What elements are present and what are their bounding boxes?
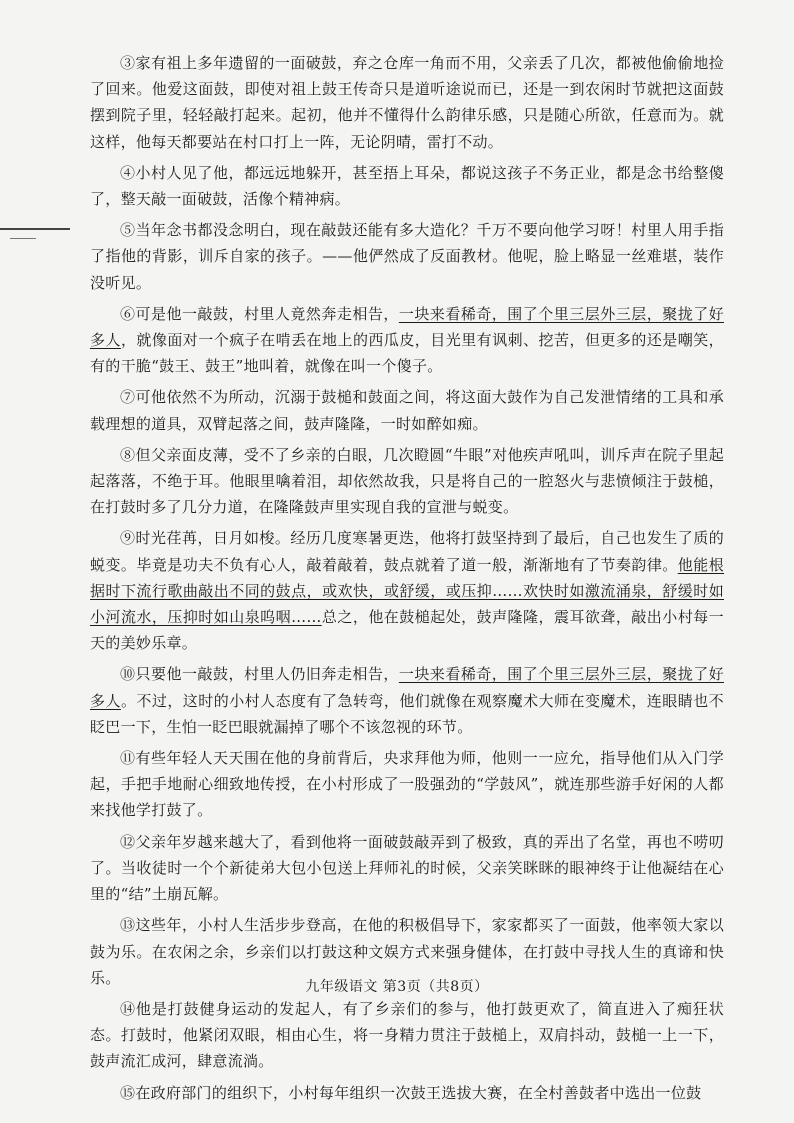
paragraph-text: 。不过，这时的小村人态度有了急转弯，他们就像在观察魔术大师在变魔术，连眼睛也不眨巴一下，生怕一眨巴眼就漏掉了哪个不该忽视的环节。 (90, 691, 724, 736)
paragraph-number: ⑤ (120, 221, 136, 240)
margin-mark-small (10, 238, 36, 239)
paragraph-text: 在政府部门的组织下，小村每年组织一次鼓王选拔大赛，在全村善鼓者中选出一位鼓 (135, 1083, 702, 1102)
paragraph (90, 829, 724, 908)
paragraph-number: ⑨ (120, 529, 136, 548)
paragraph-number: ⑧ (120, 445, 136, 464)
paragraph-text: 时光荏苒，日月如梭。经历几度寒暑更迭，他将打鼓坚持到了最后，自己也发生了质的蜕变。毕竟是功夫不负有心人，敲着敲着，鼓点就着了道一般，渐渐地有了节奏韵律。 (90, 529, 724, 574)
paragraph (90, 525, 724, 656)
paragraph-number: ⑦ (120, 388, 136, 407)
paragraph-number: ④ (120, 163, 136, 182)
paragraph-text: 可他依然不为所动，沉溺于鼓槌和鼓面之间，将这面大鼓作为自己发泄情绪的工具和承载理想的道具，双臂起落之间，鼓声隆隆，一时如醉如痴。 (90, 388, 724, 433)
article-body (90, 50, 724, 1111)
paragraph-text: 他是打鼓健身运动的发起人，有了乡亲们的参与，他打鼓更欢了，简直进入了痴狂状态。打鼓时，他紧闭双眼，相由心生，将一身精力贯注于鼓槌上，双肩抖动，鼓槌一上一下，鼓声流汇成河，肆意流淌。 (90, 999, 724, 1071)
paragraph-text: 这些年，小村人生活步步登高，在他的积极倡导下，家家都买了一面鼓，他率领大家以鼓为乐。在农闲之余，乡亲们以打鼓这种文娱方式来强身健体，在打鼓中寻找人生的真谛和快乐。 (90, 916, 724, 987)
underlined-sentence: 一块来看稀奇，围了个里三层外三层，聚拢了好多人 (90, 665, 724, 710)
paragraph-text: 家有祖上多年遗留的一面破鼓，弃之仓库一角而不用，父亲丢了几次，都被他偷偷地捡了回来。他爱这面鼓，即使对祖上鼓王传奇只是道听途说而已，还是一到农闲时节就把这面鼓摆到院子里，轻轻敲打起来。起初，他并不懂得什么韵律乐感，只是随心所欲，任意而为。就这样，他每天都要站在村口打上一阵，无论阴晴，雷打不动。 (90, 54, 724, 151)
paragraph (90, 301, 724, 380)
paragraph-number: ⑥ (120, 304, 136, 323)
paragraph-text: 有些年轻人天天围在他的身前背后，央求拜他为师，他则一一应允，指导他们从入门学起，手把手地耐心细致地传授，在小村形成了一股强劲的“学鼓风”，就连那些游手好闲的人都来找他学打鼓了。 (90, 749, 724, 820)
paragraph-text: ，就像面对一个疯子在啃丢在地上的西瓜皮，目光里有讽刺、挖苦，但更多的还是嘲笑，有的干脆“鼓王、鼓王”地叫着，就像在叫一个傻子。 (90, 331, 724, 376)
paragraph (90, 160, 724, 212)
paragraph-number: ⑮ (120, 1083, 136, 1102)
paragraph-text: 但父亲面皮薄，受不了乡亲的白眼，几次瞪圆“牛眼”对他疾声吼叫，训斥声在院子里起起落落，不绝于耳。他眼里噙着泪，却依然故我，只是将自己的一腔怒火与悲愤倾注于鼓槌，在打鼓时多了几分力道，在隆隆鼓声里实现自我的宣泄与蜕变。 (90, 445, 724, 517)
underlined-sentence: 一块来看稀奇，围了个里三层外三层，聚拢了好多人 (90, 304, 724, 350)
paragraph (90, 384, 724, 436)
paragraph-text: 只要他一敲鼓，村里人仍旧奔走相告， (135, 665, 399, 684)
paragraph-text: 小村人见了他，都远远地躲开，甚至捂上耳朵，都说这孩子不务正业，都是念书给整傻了，整天敲一面破鼓，活像个精神病。 (90, 163, 724, 209)
page-footer: 九年级语文 第3页（共8页） (305, 979, 489, 995)
paragraph (90, 1080, 724, 1106)
paragraph-text: 可是他一敲鼓，村里人竟然奔走相告， (135, 304, 399, 323)
paragraph (90, 50, 724, 155)
paragraph (90, 661, 724, 740)
paragraph-number: ⑫ (120, 832, 136, 851)
paragraph-number: ⑪ (120, 749, 136, 768)
margin-mark (0, 228, 70, 230)
paragraph-text: 父亲年岁越来越大了，看到他将一面破鼓敲弄到了极致，真的弄出了名堂，再也不唠叨了。当收徒时一个个新徒弟大包小包送上拜师礼的时候，父亲笑眯眯的眼神终于让他凝结在心里的“结”土崩瓦解。 (90, 832, 724, 904)
paragraph-number: ⑬ (120, 916, 136, 935)
underlined-sentence: 他能根据时下流行歌曲敲出不同的鼓点，或欢快，或舒缓，或压抑……欢快时如激流涌泉，舒缓时如小河流水，压抑时如山泉呜咽…… (90, 555, 725, 627)
paragraph-text: 总之，他在鼓槌起处，鼓声隆隆，震耳欲聋，敲出小村每一天的美妙乐章。 (90, 608, 724, 653)
paragraph-number: ③ (120, 54, 136, 72)
paragraph-number: ⑭ (120, 999, 136, 1018)
paragraph-number: ⑩ (120, 665, 136, 684)
paragraph (90, 217, 724, 296)
paragraph (90, 745, 724, 824)
paragraph-text: 当年念书都没念明白，现在敲鼓还能有多大造化？千万不要向他学习呀！村里人用手指了指他的背影，训斥自家的孩子。——他俨然成了反面教材。他呢，脸上略显一丝难堪，装作没听见。 (90, 221, 724, 292)
paragraph (90, 442, 724, 521)
paragraph (90, 996, 724, 1075)
